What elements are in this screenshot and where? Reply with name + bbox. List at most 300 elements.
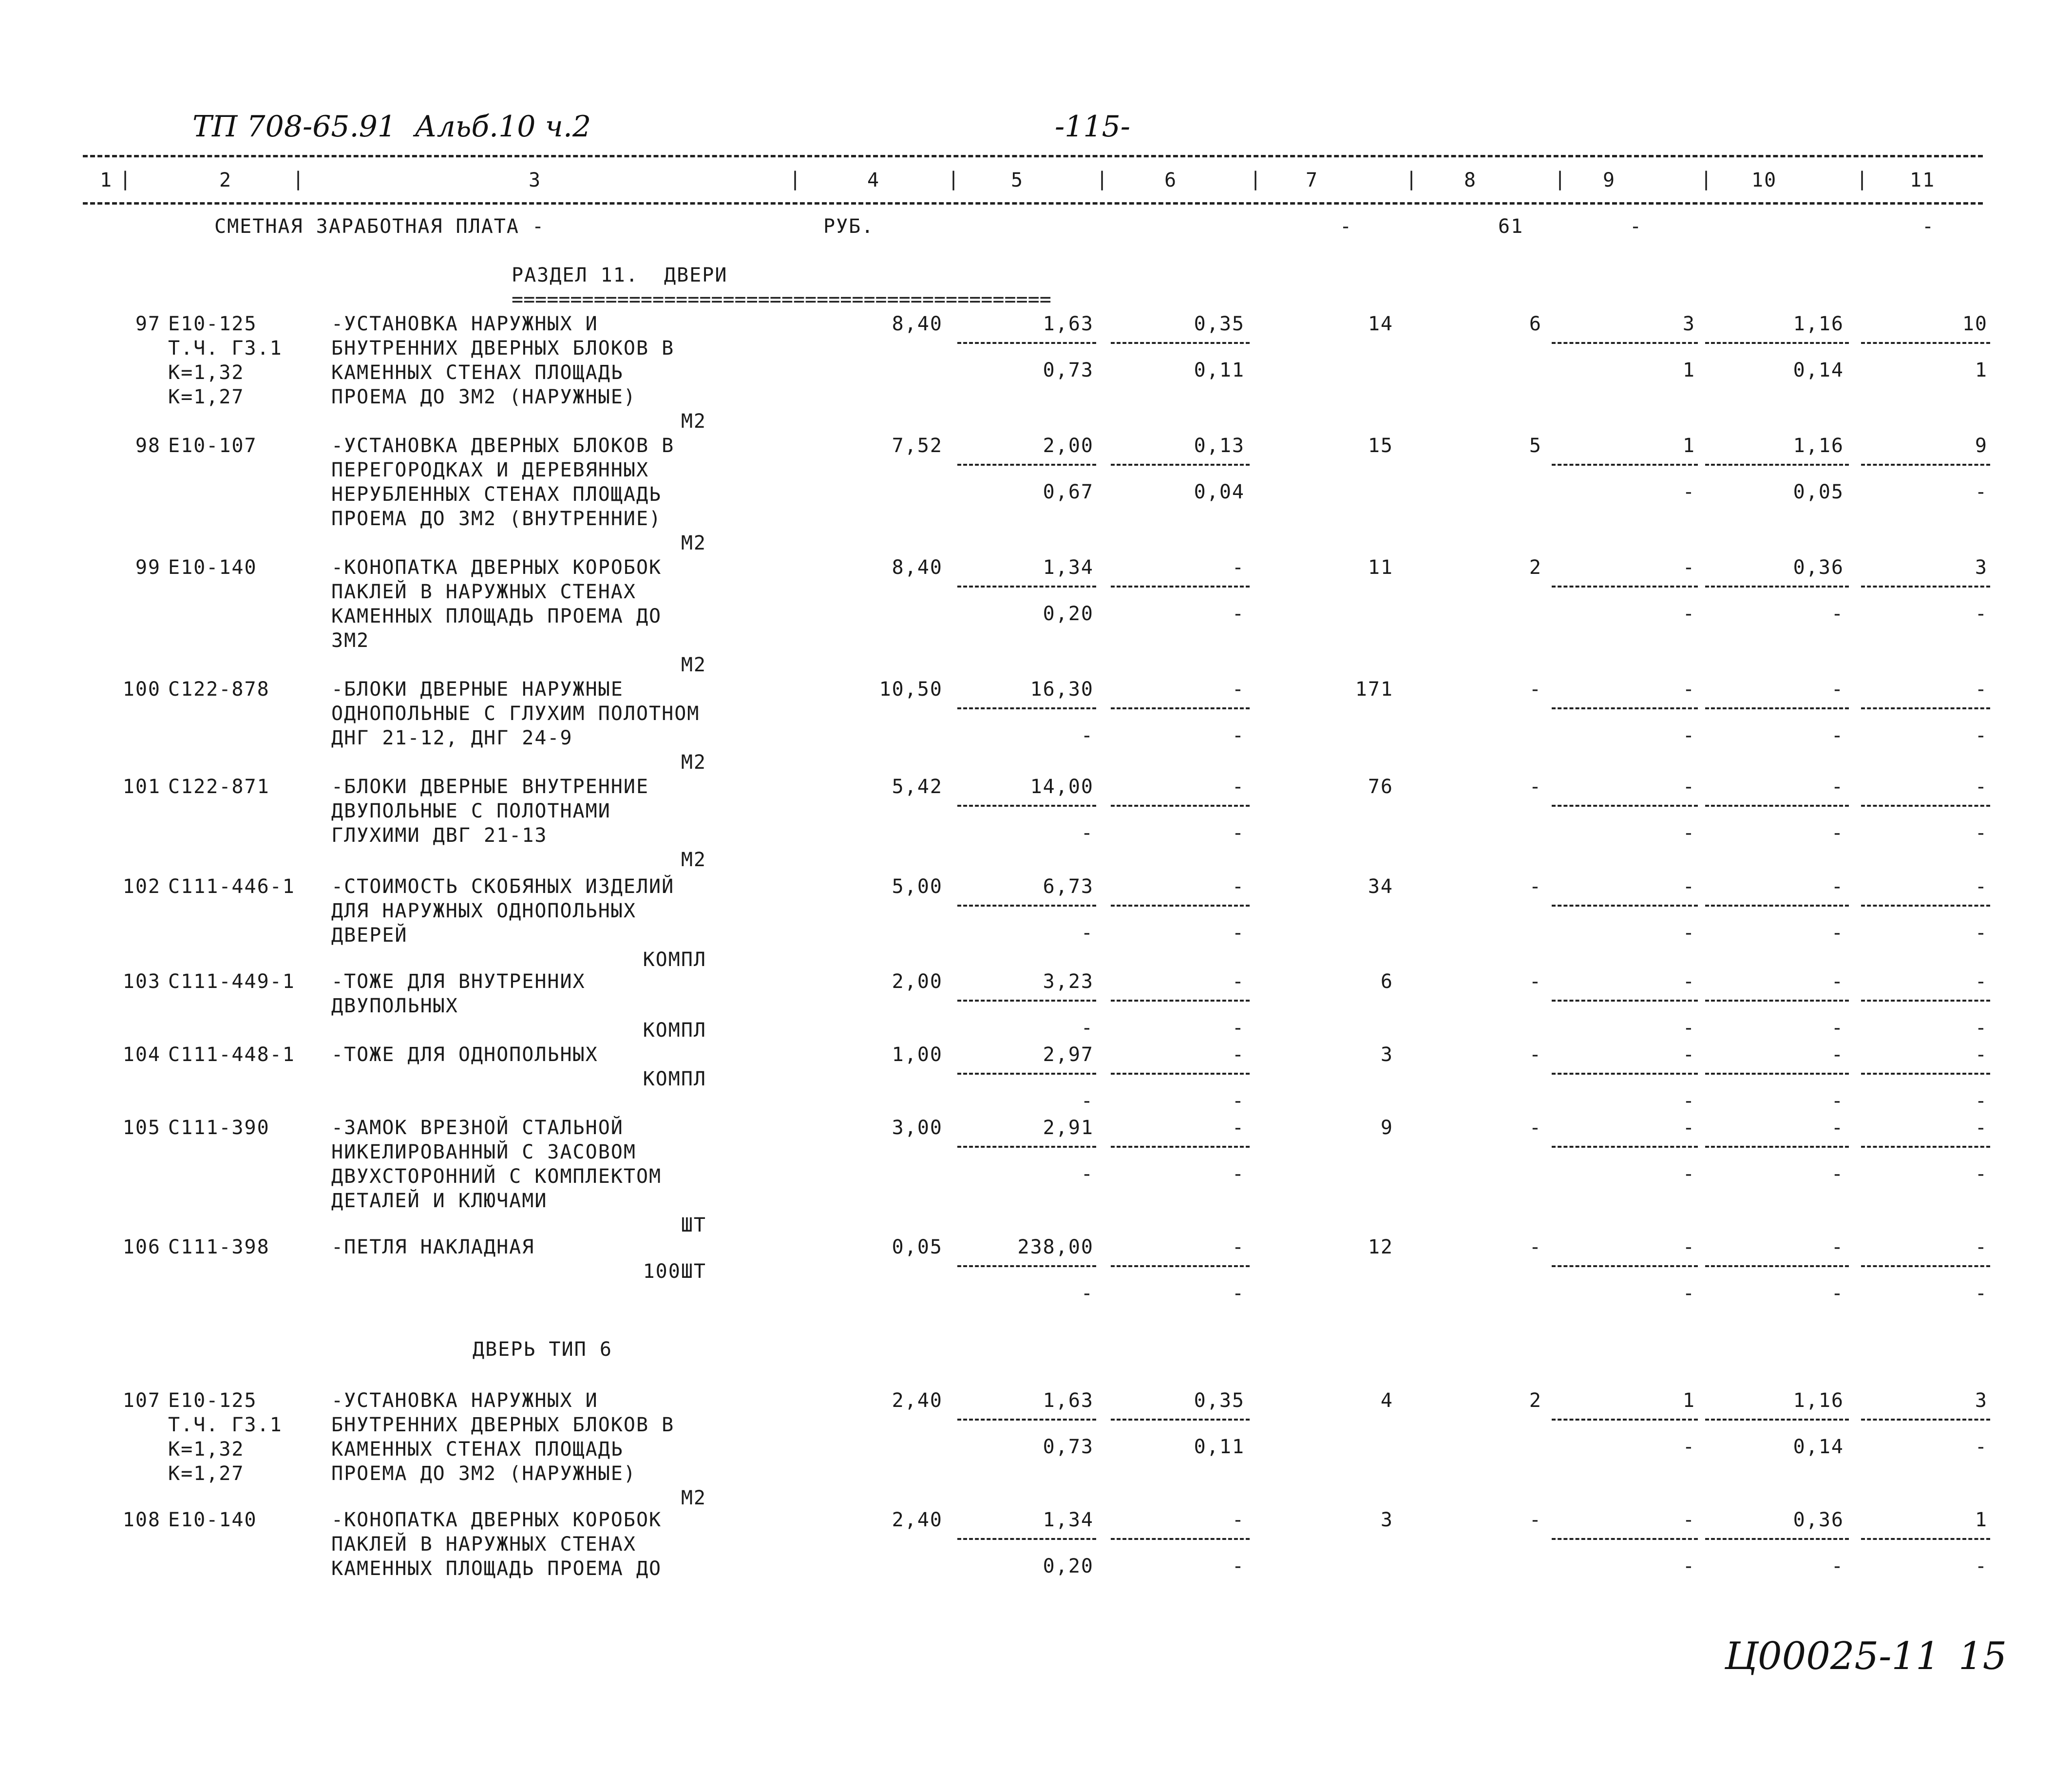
column-separator: | bbox=[1250, 168, 1262, 190]
machine-wages-total: - bbox=[1682, 1090, 1695, 1112]
total-wages: - bbox=[1529, 1117, 1542, 1139]
footer-page: 15 bbox=[1958, 1634, 2007, 1678]
labor-total: 10 bbox=[1962, 313, 1988, 335]
work-description: ПРОЕМА ДО 3М2 (НАРУЖНЫЕ) bbox=[331, 1462, 636, 1485]
total-machines: 1 bbox=[1682, 435, 1695, 457]
work-description: ПАКЛЕЙ В НАРУЖНЫХ СТЕНАХ bbox=[331, 581, 636, 603]
rate-code: С111-390 bbox=[168, 1117, 270, 1139]
total-cost: 6 bbox=[1380, 970, 1393, 993]
column-separator: | bbox=[1406, 168, 1418, 190]
fraction-line bbox=[1111, 1265, 1250, 1267]
unit-cost-machine-wages: - bbox=[1232, 1163, 1245, 1185]
work-description: БНУТРЕННИХ ДВЕРНЫХ БЛОКОВ В bbox=[331, 1414, 675, 1436]
rate-code: Е10-125 bbox=[168, 1389, 257, 1412]
labor-total: - bbox=[1975, 1117, 1988, 1139]
column-number: 3 bbox=[529, 169, 542, 191]
unit-cost-machines: - bbox=[1232, 556, 1245, 579]
fraction-line bbox=[1552, 1419, 1698, 1421]
rate-code: С122-871 bbox=[168, 776, 270, 798]
labor-per-unit: - bbox=[1831, 875, 1844, 898]
machinist-labor-per-unit: 0,14 bbox=[1793, 1436, 1844, 1458]
quantity: 3,00 bbox=[892, 1117, 943, 1139]
rate-code: С111-446-1 bbox=[168, 875, 295, 898]
fraction-line bbox=[957, 1419, 1096, 1421]
unit-cost-wages: - bbox=[1081, 1282, 1094, 1305]
work-description: ДВУПОЛЬНЫХ bbox=[331, 995, 458, 1017]
labor-per-unit: - bbox=[1831, 1117, 1844, 1139]
machinist-labor-per-unit: 0,05 bbox=[1793, 481, 1844, 503]
machinist-labor-per-unit: - bbox=[1831, 603, 1844, 625]
row-number: 103 bbox=[122, 970, 161, 993]
total-cost: 15 bbox=[1368, 435, 1393, 457]
fraction-line bbox=[1552, 1073, 1698, 1075]
labor-total: - bbox=[1975, 776, 1988, 798]
fraction-line bbox=[1705, 1000, 1849, 1002]
rate-code: Т.Ч. ГЗ.1 bbox=[168, 1414, 283, 1436]
column-number: 10 bbox=[1751, 169, 1777, 191]
fraction-line bbox=[1705, 905, 1849, 907]
unit-of-measure: КОМПЛ bbox=[643, 1019, 706, 1042]
column-separator: | bbox=[948, 168, 960, 190]
quantity: 7,52 bbox=[892, 435, 943, 457]
machinist-labor-total: - bbox=[1975, 1090, 1988, 1112]
total-wages: - bbox=[1529, 1236, 1542, 1258]
machinist-labor-per-unit: 0,14 bbox=[1793, 359, 1844, 381]
unit-cost-machines: - bbox=[1232, 776, 1245, 798]
work-description: КАМЕННЫХ СТЕНАХ ПЛОЩАДЬ bbox=[331, 1438, 624, 1461]
fraction-line bbox=[1552, 1538, 1698, 1540]
total-cost: 12 bbox=[1368, 1236, 1393, 1258]
work-description: ДНГ 21-12, ДНГ 24-9 bbox=[331, 727, 573, 749]
labor-per-unit: - bbox=[1831, 1236, 1844, 1258]
total-machines: - bbox=[1682, 556, 1695, 579]
fraction-line bbox=[1861, 905, 1990, 907]
labor-total: 9 bbox=[1975, 435, 1988, 457]
fraction-line bbox=[1861, 1265, 1990, 1267]
row-number: 102 bbox=[122, 875, 161, 898]
fraction-line bbox=[1552, 586, 1698, 588]
section-title: РАЗДЕЛ 11. ДВЕРИ bbox=[512, 264, 728, 286]
fraction-line bbox=[1705, 1538, 1849, 1540]
fraction-line bbox=[1111, 805, 1250, 807]
column-number: 8 bbox=[1464, 169, 1477, 191]
labor-per-unit: - bbox=[1831, 776, 1844, 798]
work-description: КАМЕННЫХ СТЕНАХ ПЛОЩАДЬ bbox=[331, 361, 624, 384]
machinist-labor-total: - bbox=[1975, 1017, 1988, 1039]
unit-of-measure: КОМПЛ bbox=[643, 1068, 706, 1090]
fraction-line bbox=[1705, 1146, 1849, 1148]
doc-header-left: ТП 708-65.91 Альб.10 ч.2 bbox=[192, 110, 591, 144]
unit-cost-machines: 0,35 bbox=[1194, 1389, 1245, 1412]
fraction-line bbox=[1111, 1000, 1250, 1002]
work-description: -ПЕТЛЯ НАКЛАДНАЯ bbox=[331, 1236, 535, 1258]
fraction-line bbox=[957, 586, 1096, 588]
pay-row-label: СМЕТНАЯ ЗАРАБОТНАЯ ПЛАТА - bbox=[214, 215, 545, 238]
unit-of-measure: ШТ bbox=[681, 1214, 706, 1236]
fraction-line bbox=[1705, 586, 1849, 588]
labor-per-unit: - bbox=[1831, 970, 1844, 993]
row-number: 98 bbox=[135, 435, 161, 457]
unit-cost-total: 1,34 bbox=[1043, 556, 1094, 579]
unit-cost-machines: - bbox=[1232, 1117, 1245, 1139]
labor-per-unit: - bbox=[1831, 678, 1844, 701]
fraction-line bbox=[1552, 1265, 1698, 1267]
unit-cost-wages: - bbox=[1081, 1017, 1094, 1039]
machinist-labor-total: - bbox=[1975, 1555, 1988, 1577]
work-description: -УСТАНОВКА НАРУЖНЫХ И bbox=[331, 313, 598, 335]
labor-per-unit: 1,16 bbox=[1793, 1389, 1844, 1412]
fraction-line bbox=[1861, 805, 1990, 807]
fraction-line bbox=[1552, 805, 1698, 807]
unit-cost-wages: 0,20 bbox=[1043, 1555, 1094, 1577]
fraction-line bbox=[1111, 905, 1250, 907]
quantity: 0,05 bbox=[892, 1236, 943, 1258]
total-machines: - bbox=[1682, 970, 1695, 993]
column-number: 2 bbox=[219, 169, 232, 191]
unit-of-measure: М2 bbox=[681, 1487, 706, 1509]
machine-wages-total: - bbox=[1682, 1436, 1695, 1458]
work-description: ПРОЕМА ДО 3М2 (ВНУТРЕННИЕ) bbox=[331, 508, 662, 530]
machine-wages-total: - bbox=[1682, 1282, 1695, 1305]
rate-code: Е10-107 bbox=[168, 435, 257, 457]
fraction-line bbox=[1705, 805, 1849, 807]
work-description: -ТОЖЕ ДЛЯ ВНУТРЕННИХ bbox=[331, 970, 586, 993]
unit-cost-machines: - bbox=[1232, 970, 1245, 993]
work-description: КАМЕННЫХ ПЛОЩАДЬ ПРОЕМА ДО bbox=[331, 605, 662, 627]
machinist-labor-per-unit: - bbox=[1831, 1555, 1844, 1577]
total-wages: - bbox=[1529, 776, 1542, 798]
total-wages: 6 bbox=[1529, 313, 1542, 335]
work-description: ДЕТАЛЕЙ И КЛЮЧАМИ bbox=[331, 1190, 548, 1212]
total-machines: - bbox=[1682, 678, 1695, 701]
fraction-line bbox=[957, 905, 1096, 907]
fraction-line bbox=[1705, 342, 1849, 344]
fraction-line bbox=[1552, 1146, 1698, 1148]
quantity: 1,00 bbox=[892, 1044, 943, 1066]
fraction-line bbox=[1552, 905, 1698, 907]
column-number: 9 bbox=[1603, 169, 1616, 191]
rate-code: Е10-125 bbox=[168, 313, 257, 335]
machine-wages-total: - bbox=[1682, 1555, 1695, 1577]
unit-cost-total: 1,63 bbox=[1043, 1389, 1094, 1412]
footer-code: Ц00025-11 bbox=[1725, 1634, 1940, 1678]
unit-cost-machines: 0,35 bbox=[1194, 313, 1245, 335]
fraction-line bbox=[1552, 707, 1698, 709]
machinist-labor-per-unit: - bbox=[1831, 822, 1844, 844]
unit-cost-wages: 0,73 bbox=[1043, 359, 1094, 381]
machine-wages-total: - bbox=[1682, 1163, 1695, 1185]
unit-cost-machine-wages: - bbox=[1232, 1090, 1245, 1112]
work-description: -УСТАНОВКА ДВЕРНЫХ БЛОКОВ В bbox=[331, 435, 675, 457]
fraction-line bbox=[1861, 1000, 1990, 1002]
unit-cost-wages: - bbox=[1081, 1163, 1094, 1185]
page-number-header: -115- bbox=[1055, 110, 1131, 144]
work-description: КАМЕННЫХ ПЛОЩАДЬ ПРОЕМА ДО bbox=[331, 1557, 662, 1580]
work-description: ДВУПОЛЬНЫЕ С ПОЛОТНАМИ bbox=[331, 800, 611, 822]
fraction-line bbox=[1111, 464, 1250, 466]
machine-wages-total: - bbox=[1682, 724, 1695, 747]
column-separator: | bbox=[119, 168, 132, 190]
fraction-line bbox=[1861, 464, 1990, 466]
unit-cost-machines: - bbox=[1232, 1509, 1245, 1531]
unit-of-measure: М2 bbox=[681, 532, 706, 554]
total-machines: - bbox=[1682, 1236, 1695, 1258]
rate-code: С111-448-1 bbox=[168, 1044, 295, 1066]
fraction-line bbox=[957, 1146, 1096, 1148]
pay-row-c11: - bbox=[1922, 215, 1935, 238]
unit-cost-wages: - bbox=[1081, 822, 1094, 844]
work-description: ПРОЕМА ДО 3М2 (НАРУЖНЫЕ) bbox=[331, 386, 636, 408]
unit-cost-wages: 0,67 bbox=[1043, 481, 1094, 503]
quantity: 8,40 bbox=[892, 556, 943, 579]
work-description: -БЛОКИ ДВЕРНЫЕ ВНУТРЕННИЕ bbox=[331, 776, 649, 798]
fraction-line bbox=[1111, 1073, 1250, 1075]
unit-cost-machines: - bbox=[1232, 678, 1245, 701]
total-cost: 11 bbox=[1368, 556, 1393, 579]
unit-cost-wages: 0,73 bbox=[1043, 1436, 1094, 1458]
column-number: 7 bbox=[1306, 169, 1319, 191]
row-number: 99 bbox=[135, 556, 161, 579]
fraction-line bbox=[1861, 342, 1990, 344]
fraction-line bbox=[957, 1000, 1096, 1002]
fraction-line bbox=[1705, 464, 1849, 466]
total-cost: 3 bbox=[1380, 1509, 1393, 1531]
row-number: 100 bbox=[122, 678, 161, 701]
total-cost: 3 bbox=[1380, 1044, 1393, 1066]
unit-of-measure: 100ШТ bbox=[643, 1260, 706, 1283]
total-wages: 2 bbox=[1529, 556, 1542, 579]
machinist-labor-total: - bbox=[1975, 922, 1988, 944]
total-machines: - bbox=[1682, 1117, 1695, 1139]
total-wages: - bbox=[1529, 1509, 1542, 1531]
unit-cost-machines: - bbox=[1232, 1236, 1245, 1258]
fraction-line bbox=[1861, 1419, 1990, 1421]
fraction-line bbox=[957, 1073, 1096, 1075]
machine-wages-total: - bbox=[1682, 481, 1695, 503]
rate-code: С122-878 bbox=[168, 678, 270, 701]
machinist-labor-total: - bbox=[1975, 1163, 1988, 1185]
column-separator: | bbox=[789, 168, 801, 190]
total-cost: 4 bbox=[1380, 1389, 1393, 1412]
quantity: 10,50 bbox=[879, 678, 943, 701]
unit-cost-total: 3,23 bbox=[1043, 970, 1094, 993]
work-description: -СТОИМОСТЬ СКОБЯНЫХ ИЗДЕЛИЙ bbox=[331, 875, 675, 898]
work-description: НЕРУБЛЕННЫХ СТЕНАХ ПЛОЩАДЬ bbox=[331, 483, 662, 506]
subsection-title: ДВЕРЬ ТИП 6 bbox=[473, 1338, 612, 1361]
unit-cost-total: 2,00 bbox=[1043, 435, 1094, 457]
unit-cost-total: 2,91 bbox=[1043, 1117, 1094, 1139]
total-wages: - bbox=[1529, 678, 1542, 701]
labor-total: - bbox=[1975, 875, 1988, 898]
labor-per-unit: - bbox=[1831, 1044, 1844, 1066]
machinist-labor-per-unit: - bbox=[1831, 1017, 1844, 1039]
quantity: 2,40 bbox=[892, 1389, 943, 1412]
work-description: БНУТРЕННИХ ДВЕРНЫХ БЛОКОВ В bbox=[331, 337, 675, 360]
work-description: -БЛОКИ ДВЕРНЫЕ НАРУЖНЫЕ bbox=[331, 678, 624, 701]
machine-wages-total: - bbox=[1682, 1017, 1695, 1039]
total-machines: - bbox=[1682, 776, 1695, 798]
table-top-border bbox=[83, 155, 1983, 157]
total-wages: - bbox=[1529, 1044, 1542, 1066]
machinist-labor-total: - bbox=[1975, 603, 1988, 625]
column-number: 4 bbox=[867, 169, 880, 191]
rate-code: Е10-140 bbox=[168, 556, 257, 579]
unit-cost-total: 1,34 bbox=[1043, 1509, 1094, 1531]
machinist-labor-total: - bbox=[1975, 1282, 1988, 1305]
labor-per-unit: 1,16 bbox=[1793, 435, 1844, 457]
unit-cost-machines: - bbox=[1232, 1044, 1245, 1066]
unit-cost-wages: 0,20 bbox=[1043, 603, 1094, 625]
fraction-line bbox=[1705, 1073, 1849, 1075]
labor-total: - bbox=[1975, 1236, 1988, 1258]
total-machines: 3 bbox=[1682, 313, 1695, 335]
total-wages: 5 bbox=[1529, 435, 1542, 457]
unit-cost-machine-wages: - bbox=[1232, 603, 1245, 625]
total-cost: 76 bbox=[1368, 776, 1393, 798]
fraction-line bbox=[957, 464, 1096, 466]
work-description: ПЕРЕГОРОДКАХ И ДЕРЕВЯННЫХ bbox=[331, 459, 649, 481]
work-description: -ТОЖЕ ДЛЯ ОДНОПОЛЬНЫХ bbox=[331, 1044, 598, 1066]
work-description: ГЛУХИМИ ДВГ 21-13 bbox=[331, 824, 548, 847]
quantity: 5,00 bbox=[892, 875, 943, 898]
fraction-line bbox=[1111, 1419, 1250, 1421]
labor-total: - bbox=[1975, 970, 1988, 993]
row-number: 107 bbox=[122, 1389, 161, 1412]
work-description: 3М2 bbox=[331, 629, 370, 652]
pay-row-unit: РУБ. bbox=[823, 215, 874, 238]
rate-code: К=1,32 bbox=[168, 361, 245, 384]
quantity: 8,40 bbox=[892, 313, 943, 335]
work-description: ДЛЯ НАРУЖНЫХ ОДНОПОЛЬНЫХ bbox=[331, 900, 636, 922]
work-description: -УСТАНОВКА НАРУЖНЫХ И bbox=[331, 1389, 598, 1412]
fraction-line bbox=[957, 805, 1096, 807]
fraction-line bbox=[1861, 707, 1990, 709]
labor-total: 3 bbox=[1975, 1389, 1988, 1412]
row-number: 105 bbox=[122, 1117, 161, 1139]
unit-cost-machine-wages: - bbox=[1232, 1555, 1245, 1577]
fraction-line bbox=[1552, 1000, 1698, 1002]
unit-cost-machines: 0,13 bbox=[1194, 435, 1245, 457]
machinist-labor-per-unit: - bbox=[1831, 1090, 1844, 1112]
fraction-line bbox=[1111, 1146, 1250, 1148]
fraction-line bbox=[1861, 1146, 1990, 1148]
machine-wages-total: - bbox=[1682, 822, 1695, 844]
column-separator: | bbox=[292, 168, 304, 190]
fraction-line bbox=[1861, 586, 1990, 588]
unit-cost-total: 6,73 bbox=[1043, 875, 1094, 898]
unit-of-measure: М2 bbox=[681, 410, 706, 433]
machinist-labor-total: 1 bbox=[1975, 359, 1988, 381]
labor-per-unit: 0,36 bbox=[1793, 1509, 1844, 1531]
unit-cost-machine-wages: - bbox=[1232, 724, 1245, 747]
total-cost: 34 bbox=[1368, 875, 1393, 898]
unit-cost-total: 14,00 bbox=[1030, 776, 1094, 798]
labor-per-unit: 1,16 bbox=[1793, 313, 1844, 335]
machine-wages-total: - bbox=[1682, 922, 1695, 944]
pay-row-c7: - bbox=[1340, 215, 1353, 238]
column-separator: | bbox=[1700, 168, 1712, 190]
column-number: 1 bbox=[100, 169, 113, 191]
fraction-line bbox=[957, 1538, 1096, 1540]
quantity: 2,00 bbox=[892, 970, 943, 993]
unit-cost-machine-wages: 0,04 bbox=[1194, 481, 1245, 503]
unit-cost-machine-wages: - bbox=[1232, 822, 1245, 844]
fraction-line bbox=[957, 342, 1096, 344]
fraction-line bbox=[957, 707, 1096, 709]
machinist-labor-per-unit: - bbox=[1831, 1163, 1844, 1185]
column-separator: | bbox=[1856, 168, 1868, 190]
work-description: ПАКЛЕЙ В НАРУЖНЫХ СТЕНАХ bbox=[331, 1533, 636, 1556]
row-number: 108 bbox=[122, 1509, 161, 1531]
unit-cost-machine-wages: - bbox=[1232, 1282, 1245, 1305]
labor-total: - bbox=[1975, 678, 1988, 701]
row-number: 97 bbox=[135, 313, 161, 335]
work-description: -КОНОПАТКА ДВЕРНЫХ КОРОБОК bbox=[331, 1509, 662, 1531]
machine-wages-total: 1 bbox=[1682, 359, 1695, 381]
fraction-line bbox=[1705, 1265, 1849, 1267]
unit-of-measure: М2 bbox=[681, 751, 706, 774]
header-bottom-border bbox=[83, 202, 1983, 205]
unit-cost-machine-wages: 0,11 bbox=[1194, 1436, 1245, 1458]
machinist-labor-total: - bbox=[1975, 481, 1988, 503]
unit-of-measure: М2 bbox=[681, 654, 706, 676]
column-separator: | bbox=[1096, 168, 1108, 190]
total-cost: 9 bbox=[1380, 1117, 1393, 1139]
total-cost: 14 bbox=[1368, 313, 1393, 335]
machinist-labor-total: - bbox=[1975, 1436, 1988, 1458]
pay-row-c9: - bbox=[1630, 215, 1643, 238]
total-machines: - bbox=[1682, 1509, 1695, 1531]
fraction-line bbox=[957, 1265, 1096, 1267]
work-description: -КОНОПАТКА ДВЕРНЫХ КОРОБОК bbox=[331, 556, 662, 579]
work-description: НИКЕЛИРОВАННЫЙ С ЗАСОВОМ bbox=[331, 1141, 636, 1163]
total-cost: 171 bbox=[1355, 678, 1393, 701]
unit-cost-total: 2,97 bbox=[1043, 1044, 1094, 1066]
fraction-line bbox=[1111, 707, 1250, 709]
section-title-underline: ============================================== bbox=[512, 288, 1051, 311]
machinist-labor-total: - bbox=[1975, 724, 1988, 747]
fraction-line bbox=[1111, 342, 1250, 344]
unit-cost-machines: - bbox=[1232, 875, 1245, 898]
unit-of-measure: КОМПЛ bbox=[643, 949, 706, 971]
row-number: 106 bbox=[122, 1236, 161, 1258]
row-number: 104 bbox=[122, 1044, 161, 1066]
work-description: ОДНОПОЛЬНЫЕ С ГЛУХИМ ПОЛОТНОМ bbox=[331, 702, 700, 725]
quantity: 2,40 bbox=[892, 1509, 943, 1531]
rate-code: К=1,27 bbox=[168, 1462, 245, 1485]
labor-total: - bbox=[1975, 1044, 1988, 1066]
total-wages: - bbox=[1529, 875, 1542, 898]
total-machines: - bbox=[1682, 1044, 1695, 1066]
fraction-line bbox=[1111, 1538, 1250, 1540]
row-number: 101 bbox=[122, 776, 161, 798]
unit-cost-wages: - bbox=[1081, 1090, 1094, 1112]
total-machines: 1 bbox=[1682, 1389, 1695, 1412]
rate-code: К=1,32 bbox=[168, 1438, 245, 1461]
rate-code: С111-449-1 bbox=[168, 970, 295, 993]
rate-code: Е10-140 bbox=[168, 1509, 257, 1531]
labor-total: 3 bbox=[1975, 556, 1988, 579]
quantity: 5,42 bbox=[892, 776, 943, 798]
work-description: ДВЕРЕЙ bbox=[331, 924, 408, 947]
fraction-line bbox=[1111, 586, 1250, 588]
machinist-labor-per-unit: - bbox=[1831, 724, 1844, 747]
total-wages: - bbox=[1529, 970, 1542, 993]
unit-cost-total: 16,30 bbox=[1030, 678, 1094, 701]
rate-code: Т.Ч. ГЗ.1 bbox=[168, 337, 283, 360]
rate-code: С111-398 bbox=[168, 1236, 270, 1258]
rate-code: К=1,27 bbox=[168, 386, 245, 408]
